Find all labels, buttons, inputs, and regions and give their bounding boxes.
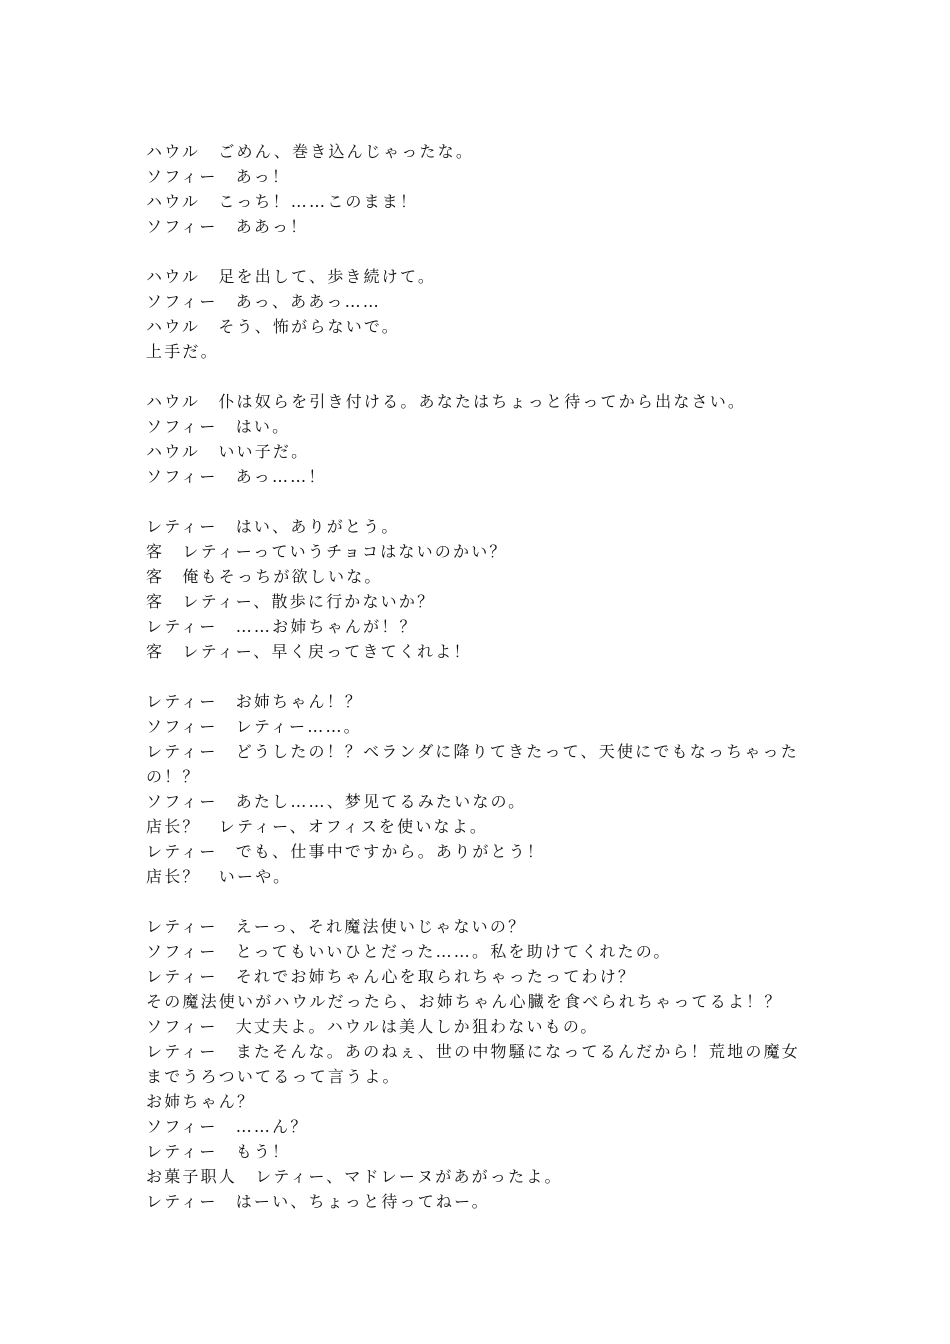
dialogue-line: 客 俺もそっちが欲しいな。 xyxy=(146,567,383,586)
dialogue-line: 店长？ いーや。 xyxy=(146,867,292,886)
dialogue-line: レティー それでお姉ちゃん心を取られちゃったってわけ？ xyxy=(146,967,637,986)
dialogue-line: ハウル いい子だ。 xyxy=(146,442,310,461)
dialogue-line: お姉ちゃん？ xyxy=(146,1092,256,1111)
dialogue-line: ソフィー 大丈夫よ。ハウルは美人しか狙わないもの。 xyxy=(146,1017,599,1036)
dialogue-line: 店长？ レティー、オフィスを使いなよ。 xyxy=(146,817,489,836)
dialogue-line: ソフィー とってもいいひとだった……。私を助けてくれたの。 xyxy=(146,942,672,961)
dialogue-line: レティー もう！ xyxy=(146,1142,291,1161)
dialogue-line: ソフィー レティー……。 xyxy=(146,717,362,736)
dialogue-line: レティー でも、仕事中ですから。ありがとう！ xyxy=(146,842,546,861)
dialogue-block xyxy=(146,264,814,364)
dialogue-line: 客 レティーっていうチョコはないのかい？ xyxy=(146,542,508,561)
dialogue-line: ハウル こっち！……このまま！ xyxy=(146,192,419,211)
dialogue-block xyxy=(146,689,814,889)
dialogue-line: ソフィー ああっ！ xyxy=(146,217,309,236)
dialogue-line: ハウル ごめん、巻き込んじゃったな。 xyxy=(146,142,475,161)
dialogue-line: レティー お姉ちゃん！？ xyxy=(146,692,364,711)
dialogue-line: お菓子职人 レティー、マドレーヌがあがったよ。 xyxy=(146,1167,563,1186)
dialogue-line: ソフィー あたし……、梦见てるみたいなの。 xyxy=(146,792,527,811)
dialogue-line: レティー またそんな。あのねぇ、世の中物騒になってるんだから！荒地の魔女までうろついてるって言うよ。 xyxy=(146,1042,800,1086)
dialogue-line: レティー ……お姉ちゃんが！？ xyxy=(146,617,418,636)
dialogue-block xyxy=(146,389,814,489)
dialogue-line: 客 レティー、散歩に行かないか？ xyxy=(146,592,436,611)
dialogue-line: レティー えーっ、それ魔法使いじゃないの？ xyxy=(146,917,527,936)
dialogue-line: その魔法使いがハウルだったら、お姉ちゃん心臓を食べられちゃってるよ！？ xyxy=(146,992,783,1011)
dialogue-line: ソフィー はい。 xyxy=(146,417,291,436)
dialogue-block xyxy=(146,514,814,664)
dialogue-block xyxy=(146,914,814,1214)
dialogue-line: レティー はーい、ちょっと待ってねー。 xyxy=(146,1192,490,1211)
dialogue-line: ハウル 仆は奴らを引き付ける。あなたはちょっと待ってから出なさい。 xyxy=(146,392,747,411)
dialogue-line: ソフィー あっ！ xyxy=(146,167,291,186)
script-text xyxy=(146,139,814,1214)
dialogue-line: 客 レティー、早く戻ってきてくれよ！ xyxy=(146,642,472,661)
dialogue-line: ソフィー あっ……！ xyxy=(146,467,327,486)
dialogue-line: レティー どうしたの！？ベランダに降りてきたって、天使にでもなっちゃったの！？ xyxy=(146,742,799,786)
dialogue-line: ソフィー ……ん？ xyxy=(146,1117,309,1136)
dialogue-line: 上手だ。 xyxy=(146,342,219,361)
dialogue-line: レティー はい、ありがとう。 xyxy=(146,517,400,536)
dialogue-line: ハウル そう、怖がらないで。 xyxy=(146,317,401,336)
dialogue-line: ハウル 足を出して、歩き続けて。 xyxy=(146,267,437,286)
dialogue-line: ソフィー あっ、ああっ…… xyxy=(146,292,382,311)
dialogue-block xyxy=(146,139,814,239)
